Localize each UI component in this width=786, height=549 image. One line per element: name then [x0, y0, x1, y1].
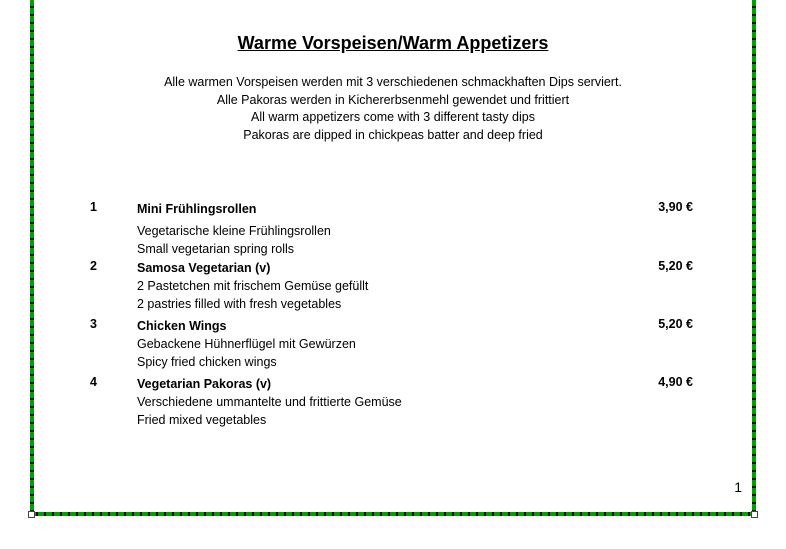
- item-name: Samosa Vegetarian (v): [137, 261, 271, 275]
- item-number: 2: [90, 259, 97, 273]
- resize-handle-bottom-right[interactable]: [751, 511, 758, 518]
- menu-item: [30, 200, 756, 259]
- item-number: 1: [90, 200, 97, 214]
- item-number: 4: [90, 375, 97, 389]
- menu-page: [30, 0, 756, 516]
- item-description-de: Vegetarische kleine Frühlingsrollen: [137, 224, 331, 238]
- item-price: 4,90 €: [658, 375, 693, 389]
- item-name: Mini Frühlingsrollen: [137, 202, 257, 216]
- menu-item: [30, 375, 756, 433]
- resize-handle-bottom-left[interactable]: [28, 511, 35, 518]
- item-description-en: 2 pastries filled with fresh vegetables: [137, 297, 342, 311]
- item-price: 3,90 €: [658, 200, 693, 214]
- item-price: 5,20 €: [658, 317, 693, 331]
- item-description-en: Spicy fried chicken wings: [137, 355, 277, 369]
- intro-line: Pakoras are dipped in chickpeas batter and deep fried: [243, 127, 543, 142]
- item-price: 5,20 €: [658, 259, 693, 273]
- item-description-de: Gebackene Hühnerflügel mit Gewürzen: [137, 337, 356, 351]
- intro-line: Alle Pakoras werden in Kichererbsenmehl gewendet und frittiert: [216, 92, 570, 107]
- item-name: Vegetarian Pakoras (v): [137, 377, 272, 391]
- page-title: Warme Vorspeisen/Warm Appetizers: [237, 33, 549, 53]
- item-description-de: 2 Pastetchen mit frischem Gemüse gefüllt: [137, 279, 369, 293]
- item-number: 3: [90, 317, 97, 331]
- menu-items-list: [30, 200, 756, 433]
- page-number: 1: [734, 479, 742, 495]
- menu-item: [30, 259, 756, 317]
- item-description-en: Fried mixed vegetables: [137, 413, 267, 427]
- item-name: Chicken Wings: [137, 319, 227, 333]
- menu-item: [30, 317, 756, 375]
- intro-line: All warm appetizers come with 3 different tasty dips: [251, 110, 535, 124]
- intro-text: [30, 74, 756, 144]
- intro-line: Alle warmen Vorspeisen werden mit 3 verschiedenen schmackhaften Dips serviert.: [164, 75, 622, 89]
- page-border-bottom: [30, 512, 756, 516]
- item-description-de: Verschiedene ummantelte und frittierte Gemüse: [137, 395, 402, 409]
- item-description-en: Small vegetarian spring rolls: [137, 242, 295, 256]
